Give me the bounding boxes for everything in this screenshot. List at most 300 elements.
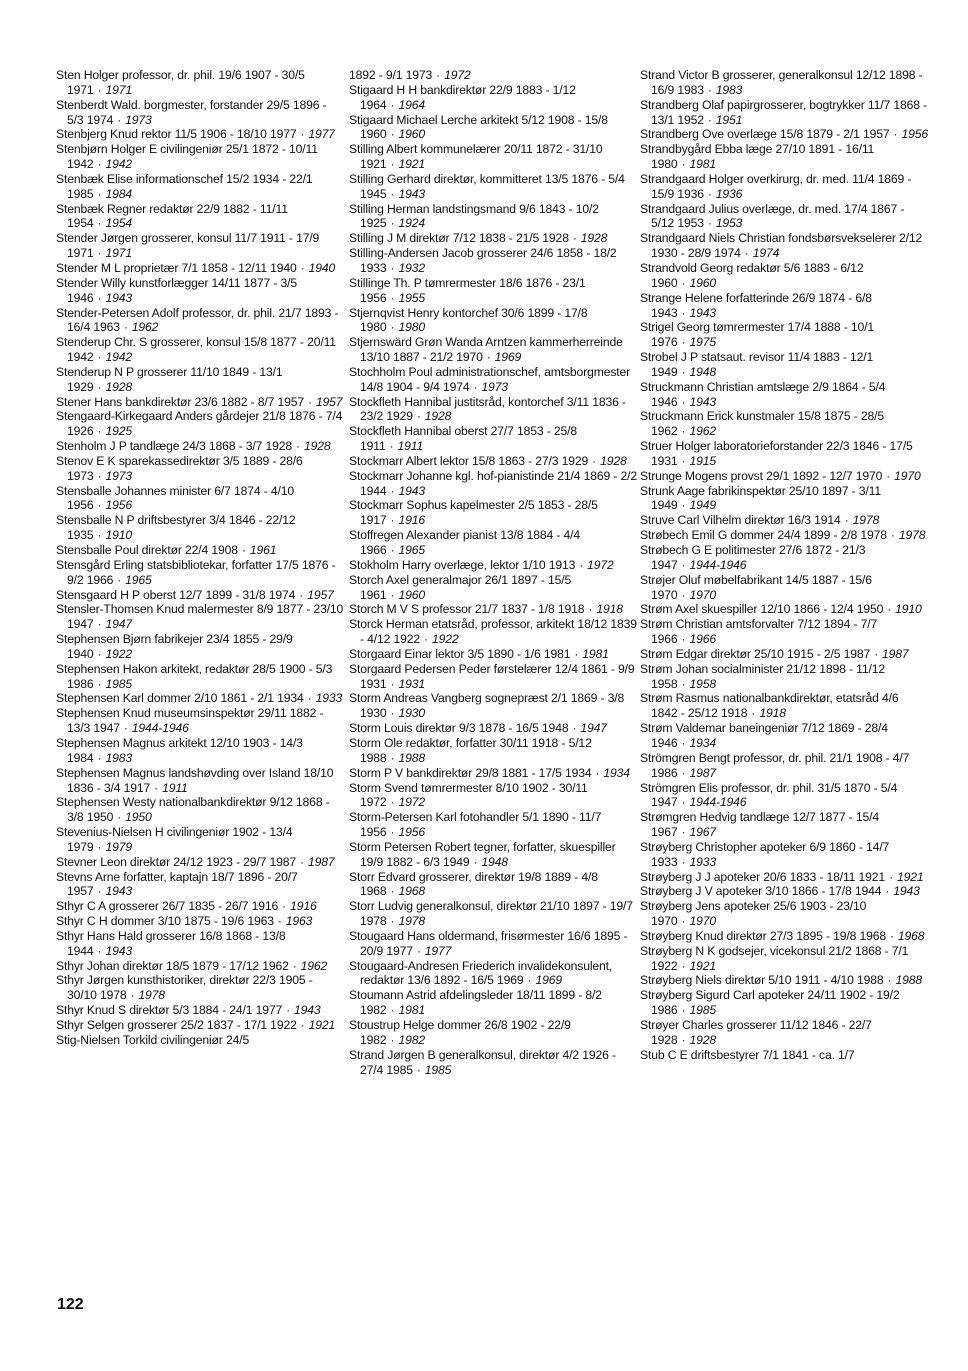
entry-year: 1944-1946 xyxy=(131,721,189,736)
entry-year: 1928 xyxy=(105,379,132,394)
entry-year: 1943 xyxy=(398,483,425,498)
entry-text: Stjernswärd Grøn Wanda Arntzen kammerherreinde 13/10 1887 - 21/2 1970 xyxy=(349,335,623,365)
entry-separator-dot: · xyxy=(527,973,532,988)
register-entry xyxy=(349,498,637,528)
register-entry xyxy=(56,68,344,98)
register-entry xyxy=(349,617,637,647)
register-entry xyxy=(349,528,637,558)
entry-year: 1934 xyxy=(603,765,630,780)
entry-text: Stenderup N P grosserer 11/10 1849 - 13/1 1929 xyxy=(56,364,283,394)
entry-year: 1956 xyxy=(398,825,425,840)
entry-year: 1980 xyxy=(398,320,425,335)
register-entry xyxy=(56,306,344,336)
entry-year: 1956 xyxy=(105,498,132,513)
entry-text: Strandberg Ove overlæge 15/8 1879 - 2/1 1957 xyxy=(640,127,890,142)
register-entry xyxy=(56,899,344,914)
entry-text: Stephensen Magnus arkitekt 12/10 1903 - 14/3 1984 xyxy=(56,735,303,765)
entry-year: 1918 xyxy=(759,706,786,721)
entry-year: 1979 xyxy=(105,839,132,854)
register-entry xyxy=(56,1033,344,1048)
register-entry xyxy=(640,870,928,885)
entry-separator-dot: · xyxy=(390,795,395,810)
entry-year: 1961 xyxy=(249,543,277,557)
register-entry xyxy=(349,988,637,1018)
entry-year: 1940 xyxy=(308,260,336,275)
entry-separator-dot: · xyxy=(307,691,312,706)
entry-text: Sthyr Hans Hald grosserer 16/8 1868 - 13/8 1944 xyxy=(56,928,286,958)
entry-separator-dot: · xyxy=(390,513,395,528)
entry-separator-dot: · xyxy=(130,988,135,1003)
register-entry xyxy=(640,884,928,899)
register-entry xyxy=(349,840,637,870)
register-entry xyxy=(349,113,637,143)
entry-separator-dot: · xyxy=(97,246,102,261)
entry-separator-dot: · xyxy=(416,1062,421,1077)
entry-text: Storch M V S professor 21/7 1837 - 1/8 1918 xyxy=(349,602,585,617)
register-entry xyxy=(56,706,344,736)
register-entry xyxy=(349,781,637,811)
entry-text: Strøyberg Niels direktør 5/10 1911 - 4/10 1988 xyxy=(640,973,884,988)
entry-text: Stensgaard H P oberst 12/7 1899 - 31/8 1974 xyxy=(56,587,296,602)
entry-separator-dot: · xyxy=(681,825,686,840)
entry-separator-dot: · xyxy=(300,260,305,275)
entry-year: 1942 xyxy=(105,350,132,365)
register-entry xyxy=(640,617,928,647)
entry-separator-dot: · xyxy=(97,617,102,632)
entry-text: Stenbjørn Holger E civilingeniør 25/1 1872 - 10/11 1942 xyxy=(56,142,318,172)
entry-text: Stephensen Knud museumsinspektør 29/11 1882 - 13/3 1947 xyxy=(56,706,324,736)
entry-separator-dot: · xyxy=(390,127,395,142)
entry-year: 1972 xyxy=(587,557,614,572)
entry-year: 1931 xyxy=(398,676,425,691)
entry-text: Strand Victor B grosserer, generalkonsul 12/12 1898 - 16/9 1983 xyxy=(640,68,923,97)
entry-year: 1969 xyxy=(535,973,562,988)
entry-separator-dot: · xyxy=(123,721,128,736)
entry-year: 1987 xyxy=(307,854,335,869)
entry-separator-dot: · xyxy=(707,216,712,231)
register-entry xyxy=(349,395,637,425)
entry-separator-dot: · xyxy=(97,750,102,765)
entry-separator-dot: · xyxy=(97,186,102,201)
entry-separator-dot: · xyxy=(890,528,895,543)
register-entry xyxy=(349,454,637,469)
entry-separator-dot: · xyxy=(390,483,395,498)
entry-text: Stensballe Poul direktør 22/4 1908 xyxy=(56,543,238,557)
entry-separator-dot: · xyxy=(97,646,102,661)
register-entry xyxy=(56,914,344,929)
entry-text: Stilling Albert kommunelærer 20/11 1872 - 31/10 1921 xyxy=(349,142,603,172)
entry-text: Storch Axel generalmajor 26/1 1897 - 15/5 1961 xyxy=(349,572,572,602)
register-entry xyxy=(640,98,928,128)
entry-text: Storgaard Pedersen Peder førstelærer 12/4 1861 - 9/9 1931 xyxy=(349,661,635,691)
entry-text: Strøm Christian amtsforvalter 7/12 1894 - 7/7 1966 xyxy=(640,617,878,647)
entry-year: 1981 xyxy=(398,1003,425,1018)
register-entry xyxy=(56,454,344,484)
entry-text: Strøyberg Christopher apoteker 6/9 1860 - 14/7 1933 xyxy=(640,839,890,869)
entry-text: Stockmarr Sophus kapelmester 2/5 1853 - 28/5 1917 xyxy=(349,498,598,528)
entry-year: 1910 xyxy=(895,602,922,617)
entry-year: 1982 xyxy=(398,1032,425,1047)
entry-text: Strøyberg Jens apoteker 25/6 1903 - 23/10 1970 xyxy=(640,899,867,929)
entry-separator-dot: · xyxy=(389,439,394,454)
entry-year: 1911 xyxy=(162,780,188,795)
register-entry xyxy=(56,1018,344,1033)
register-entry xyxy=(640,1048,928,1063)
entry-separator-dot: · xyxy=(97,290,102,305)
entry-year: 1962 xyxy=(300,958,328,973)
register-entry xyxy=(56,691,344,706)
entry-year: 1943 xyxy=(689,305,716,320)
register-entry xyxy=(349,335,637,365)
register-entry xyxy=(349,691,637,721)
register-entry xyxy=(349,573,637,603)
register-entry xyxy=(349,899,637,929)
register-entry xyxy=(56,929,344,959)
entry-year: 1964 xyxy=(398,97,425,112)
entry-text: Stephensen Westy nationalbankdirektør 9/12 1868 - 3/8 1950 xyxy=(56,795,330,825)
register-entry xyxy=(640,469,928,484)
column-middle xyxy=(349,68,637,1077)
entry-year: 1972 xyxy=(444,68,471,82)
register-entry xyxy=(56,409,344,439)
entry-separator-dot: · xyxy=(390,914,395,929)
entry-text: Storm P V bankdirektør 29/8 1881 - 17/5 1934 xyxy=(349,765,592,780)
register-entry xyxy=(349,83,637,113)
entry-text: Stephensen Bjørn fabrikejer 23/4 1855 - 29/9 1940 xyxy=(56,632,293,661)
register-entry xyxy=(56,513,344,543)
entry-text: Strömgren Bengt professor, dr. phil. 21/1 1908 - 4/7 1986 xyxy=(640,750,910,780)
entry-year: 1955 xyxy=(398,290,425,305)
register-entry xyxy=(349,202,637,232)
entry-year: 1985 xyxy=(689,1003,716,1018)
entry-text: Strigel Georg tømrermester 17/4 1888 - 10/1 1976 xyxy=(640,320,875,350)
register-entry xyxy=(56,825,344,855)
entry-text: Stougaard-Andresen Friederich invalidekonsulent, redaktør 13/6 1892 - 16/5 1969 xyxy=(349,958,613,988)
entry-year: 1974 xyxy=(752,246,780,261)
entry-separator-dot: · xyxy=(416,943,421,958)
entry-separator-dot: · xyxy=(681,735,686,750)
entry-year: 1943 xyxy=(893,884,920,899)
entry-year: 1973 xyxy=(481,379,508,394)
entry-separator-dot: · xyxy=(300,1018,305,1032)
entry-text: Storck Herman etatsråd, professor, arkitekt 18/12 1839 - 4/12 1922 xyxy=(349,617,637,647)
entry-text: Stender Willy kunstforlægger 14/11 1877 - 3/5 1946 xyxy=(56,275,297,305)
entry-text: Storm Andreas Vangberg sognepræst 2/1 1869 - 3/8 1930 xyxy=(349,691,625,721)
entry-text: Storgaard Einar lektor 3/5 1890 - 1/6 1981 xyxy=(349,646,571,661)
entry-separator-dot: · xyxy=(390,587,395,602)
entry-text: Stoffregen Alexander pianist 13/8 1884 - 4/4 1966 xyxy=(349,528,581,557)
register-entry xyxy=(640,172,928,202)
entry-separator-dot: · xyxy=(588,602,593,617)
entry-text: Strange Helene forfatterinde 26/9 1874 - 6/8 1943 xyxy=(640,290,872,320)
entry-year: 1925 xyxy=(105,424,132,439)
entry-separator-dot: · xyxy=(681,676,686,691)
entry-separator-dot: · xyxy=(707,112,712,127)
entry-text: Stevenius-Nielsen H civilingeniør 1902 - 13/4 1979 xyxy=(56,825,293,854)
entry-text: Stoustrup Helge dommer 26/8 1902 - 22/9 1982 xyxy=(349,1018,571,1047)
entry-year: 1915 xyxy=(689,453,716,468)
entry-text: Strøyberg J V apoteker 3/10 1866 - 17/8 1944 xyxy=(640,884,882,899)
entry-text: Stensballe N P driftsbestyrer 3/4 1846 - 22/12 1935 xyxy=(56,513,296,543)
entry-separator-dot: · xyxy=(681,275,686,290)
entry-text: Stenbjerg Knud rektor 11/5 1906 - 18/10 1977 xyxy=(56,127,297,142)
entry-year: 1949 xyxy=(689,498,716,513)
entry-separator-dot: · xyxy=(390,320,395,335)
entry-text: Strøyberg Sigurd Carl apoteker 24/11 1902 - 19/2 1986 xyxy=(640,988,900,1018)
entry-year: 1969 xyxy=(494,350,522,365)
entry-year: 1918 xyxy=(596,602,623,617)
register-entry xyxy=(640,202,928,232)
register-entry xyxy=(640,602,928,617)
register-entry xyxy=(640,320,928,350)
entry-text: Strandvold Georg redaktør 5/6 1883 - 6/12 1960 xyxy=(640,260,864,290)
register-entry xyxy=(349,870,637,900)
entry-text: Storm Svend tømrermester 8/10 1902 - 30/11 1972 xyxy=(349,780,588,810)
entry-year: 1987 xyxy=(689,765,716,780)
entry-text: Stengaard-Kirkegaard Anders gårdejer 21/8 1876 - 7/4 1926 xyxy=(56,409,343,439)
entry-year: 1983 xyxy=(715,82,743,97)
entry-year: 1960 xyxy=(398,587,425,602)
entry-year: 1928 xyxy=(689,1032,716,1047)
entry-separator-dot: · xyxy=(97,943,102,958)
register-entry xyxy=(349,142,637,172)
entry-text: Stig-Nielsen Torkild civilingeniør 24/5 xyxy=(56,1032,250,1047)
entry-year: 1943 xyxy=(398,186,425,201)
register-entry xyxy=(56,766,344,796)
entry-year: 1956 xyxy=(901,127,928,142)
entry-text: Strand Jørgen B generalkonsul, direktør 4/2 1926 - 27/4 1985 xyxy=(349,1047,616,1077)
entry-separator-dot: · xyxy=(887,973,892,988)
register-entry xyxy=(56,1003,344,1018)
register-entry xyxy=(56,98,344,128)
entry-year: 1984 xyxy=(105,186,132,201)
register-entry xyxy=(349,276,637,306)
entry-separator-dot: · xyxy=(681,765,686,780)
entry-text: Sthyr Jørgen kunsthistoriker, direktør 22/3 1905 - 30/10 1978 xyxy=(56,973,313,1003)
entry-separator-dot: · xyxy=(707,82,712,97)
entry-separator-dot: · xyxy=(681,854,686,869)
entry-text: Strobel J P statsaut. revisor 11/4 1883 - 12/1 1949 xyxy=(640,350,874,379)
entry-separator-dot: · xyxy=(579,557,584,572)
entry-year: 1973 xyxy=(125,112,152,127)
entry-year: 1928 xyxy=(303,439,331,454)
entry-separator-dot: · xyxy=(424,632,428,647)
entry-year: 1928 xyxy=(600,453,627,468)
register-entry xyxy=(640,973,928,988)
entry-year: 1916 xyxy=(290,899,317,914)
register-entry xyxy=(349,766,637,781)
register-entry xyxy=(349,647,637,662)
entry-text: Strøbech Emil G dommer 24/4 1899 - 2/8 1978 xyxy=(640,528,887,543)
entry-separator-dot: · xyxy=(97,468,102,483)
entry-year: 1954 xyxy=(105,216,132,231)
entry-separator-dot: · xyxy=(286,1003,290,1018)
entry-separator-dot: · xyxy=(886,468,891,483)
entry-year: 1921 xyxy=(398,157,425,172)
register-entry xyxy=(640,439,928,469)
register-entry xyxy=(349,959,637,989)
entry-year: 1921 xyxy=(896,869,924,884)
entry-separator-dot: · xyxy=(574,646,579,661)
entry-separator-dot: · xyxy=(681,958,686,973)
entry-separator-dot: · xyxy=(97,82,102,97)
entry-separator-dot: · xyxy=(681,1003,686,1018)
entry-year: 1966 xyxy=(689,632,716,647)
entry-text: Stephensen Karl dommer 2/10 1861 - 2/1 1934 xyxy=(56,691,304,706)
entry-separator-dot: · xyxy=(308,394,312,409)
entry-separator-dot: · xyxy=(277,914,282,929)
register-entry xyxy=(640,543,928,573)
entry-year: 1947 xyxy=(580,721,607,736)
register-entry xyxy=(349,602,637,617)
page-number: 122 xyxy=(57,1296,84,1313)
entry-text: Struckmann Erick kunstmaler 15/8 1875 - 28/5 1962 xyxy=(640,409,885,439)
entry-separator-dot: · xyxy=(292,958,297,973)
entry-text: Struckmann Christian amtslæge 2/9 1864 - 5/4 1946 xyxy=(640,379,886,409)
entry-year: 1933 xyxy=(315,691,343,706)
entry-separator-dot: · xyxy=(390,1032,395,1047)
entry-text: Strandgaard Niels Christian fondsbørsvekselerer 2/12 1930 - 28/9 1974 xyxy=(640,231,923,261)
entry-text: Strandgaard Holger overkirurg, dr. med. 11/4 1869 - 15/9 1936 xyxy=(640,171,912,201)
entry-year: 1943 xyxy=(105,884,132,899)
entry-year: 1962 xyxy=(131,320,159,335)
entry-year: 1968 xyxy=(398,884,425,899)
entry-text: Stephensen Magnus landshøvding over Island 18/10 1836 - 3/4 1917 xyxy=(56,765,334,795)
entry-text: Stockfleth Hannibal oberst 27/7 1853 - 25/8 1911 xyxy=(349,424,577,454)
entry-year: 1948 xyxy=(689,364,716,379)
entry-year: 1922 xyxy=(431,632,459,647)
register-entry xyxy=(349,929,637,959)
entry-separator-dot: · xyxy=(681,632,686,647)
register-entry xyxy=(56,662,344,692)
entry-text: Strunge Mogens provst 29/1 1892 - 12/7 1970 xyxy=(640,468,883,483)
entry-separator-dot: · xyxy=(97,528,102,543)
entry-text: Strandgaard Julius overlæge, dr. med. 17/4 1867 - 5/12 1953 xyxy=(640,201,905,231)
entry-separator-dot: · xyxy=(97,216,102,231)
register-entry xyxy=(640,988,928,1018)
register-entry xyxy=(349,810,637,840)
entry-separator-dot: · xyxy=(390,825,395,840)
entry-text: Stillinge Th. P tømrermester 18/6 1876 - 23/1 1956 xyxy=(349,275,586,305)
entry-text: Stender M L proprietær 7/1 1858 - 12/11 1940 xyxy=(56,260,297,275)
entry-text: Storr Edvard grosserer, direktør 19/8 1889 - 4/8 1968 xyxy=(349,869,598,899)
register-entry xyxy=(640,380,928,410)
entry-text: Stilling Gerhard direktør, kommitteret 13/5 1876 - 5/4 1945 xyxy=(349,171,625,201)
entry-year: 1934 xyxy=(689,735,716,750)
register-entry xyxy=(349,1018,637,1048)
register-entry xyxy=(640,142,928,172)
register-entry xyxy=(640,929,928,944)
entry-separator-dot: · xyxy=(390,884,395,899)
entry-text: Stenbæk Regner redaktør 22/9 1882 - 11/11 1954 xyxy=(56,201,288,231)
entry-year: 1978 xyxy=(898,528,926,543)
entry-year: 1916 xyxy=(398,513,425,528)
entry-text: Stjernqvist Henry kontorchef 30/6 1899 - 17/8 1980 xyxy=(349,305,588,335)
entry-text: Strøyberg J J apoteker 20/6 1833 - 18/11 1921 xyxy=(640,869,886,884)
entry-separator-dot: · xyxy=(681,453,686,468)
entry-separator-dot: · xyxy=(97,498,102,513)
entry-year: 1962 xyxy=(689,424,716,439)
entry-separator-dot: · xyxy=(572,231,577,246)
register-entry xyxy=(640,781,928,811)
entry-year: 1978 xyxy=(138,988,165,1003)
register-entry xyxy=(640,662,928,692)
entry-text: Strøyberg N K godsejer, vicekonsul 21/2 1868 - 7/1 1922 xyxy=(640,943,909,973)
register-entry xyxy=(349,246,637,276)
entry-year: 1965 xyxy=(398,543,425,557)
entry-separator-dot: · xyxy=(97,424,102,439)
entry-year: 1951 xyxy=(715,112,743,127)
register-entry xyxy=(640,840,928,870)
entry-separator-dot: · xyxy=(572,721,577,736)
entry-separator-dot: · xyxy=(885,884,890,899)
register-entry xyxy=(640,409,928,439)
entry-separator-dot: · xyxy=(154,780,159,795)
register-entry xyxy=(56,870,344,900)
entry-text: Stenov E K sparekassedirektør 3/5 1889 - 28/6 1973 xyxy=(56,453,303,483)
register-entry xyxy=(640,573,928,603)
entry-year: 1972 xyxy=(398,795,425,810)
entry-year: 1988 xyxy=(895,973,922,988)
entry-separator-dot: · xyxy=(117,572,122,587)
register-entry xyxy=(56,973,344,1003)
entry-year: 1943 xyxy=(294,1003,321,1018)
entry-year: 1921 xyxy=(308,1018,336,1032)
entry-separator-dot: · xyxy=(592,453,597,468)
entry-separator-dot: · xyxy=(282,899,287,914)
entry-text: Strøm Edgar direktør 25/10 1915 - 2/5 1987 xyxy=(640,646,871,661)
entry-separator-dot: · xyxy=(473,854,478,869)
register-entry xyxy=(640,751,928,781)
entry-year: 1963 xyxy=(285,914,313,929)
entry-year: 1957 xyxy=(315,394,343,409)
entry-text: Strøm Johan socialminister 21/12 1898 - 11/12 1958 xyxy=(640,661,886,691)
entry-text: Strøm Axel skuespiller 12/10 1866 - 12/4 1950 xyxy=(640,602,884,617)
register-entry xyxy=(56,231,344,261)
entry-text: Stevner Leon direktør 24/12 1923 - 29/7 1987 xyxy=(56,854,297,869)
entry-year: 1943 xyxy=(689,394,716,409)
register-entry xyxy=(349,172,637,202)
entry-text: Sthyr C H dommer 3/10 1875 - 19/6 1963 xyxy=(56,914,274,929)
entry-separator-dot: · xyxy=(390,97,395,112)
entry-year: 1960 xyxy=(398,127,425,142)
entry-separator-dot: · xyxy=(416,409,421,424)
entry-separator-dot: · xyxy=(97,350,102,365)
entry-year: 1970 xyxy=(894,468,921,483)
entry-text: Strøbech G E politimester 27/6 1872 - 21/3 1947 xyxy=(640,543,866,572)
column-left xyxy=(56,68,344,1048)
entry-text: Stender Jørgen grosserer, konsul 11/7 1911 - 17/9 1971 xyxy=(56,231,320,261)
register-entry xyxy=(56,365,344,395)
entry-year: 1978 xyxy=(398,914,425,929)
entry-separator-dot: · xyxy=(681,557,686,572)
register-entry xyxy=(56,736,344,766)
entry-text: Storm Louis direktør 9/3 1878 - 16/5 1948 xyxy=(349,721,569,736)
entry-text: Sthyr Knud S direktør 5/3 1884 - 24/1 1977 xyxy=(56,1003,283,1018)
entry-year: 1988 xyxy=(398,750,425,765)
register-entry xyxy=(56,632,344,662)
register-entry xyxy=(640,231,928,261)
entry-text: Stockmarr Albert lektor 15/8 1863 - 27/3 1929 xyxy=(349,453,589,468)
entry-text: Struer Holger laboratorieforstander 22/3 1846 - 17/5 1931 xyxy=(640,439,913,468)
entry-separator-dot: · xyxy=(887,602,892,617)
entry-separator-dot: · xyxy=(707,186,712,201)
entry-text: Stigaard H H bankdirektør 22/9 1883 - 1/12 1964 xyxy=(349,82,576,112)
entry-text: 1892 - 9/1 1973 xyxy=(349,68,433,82)
entry-separator-dot: · xyxy=(390,676,395,691)
entry-year: 1944-1946 xyxy=(689,557,747,572)
entry-separator-dot: · xyxy=(117,112,122,127)
